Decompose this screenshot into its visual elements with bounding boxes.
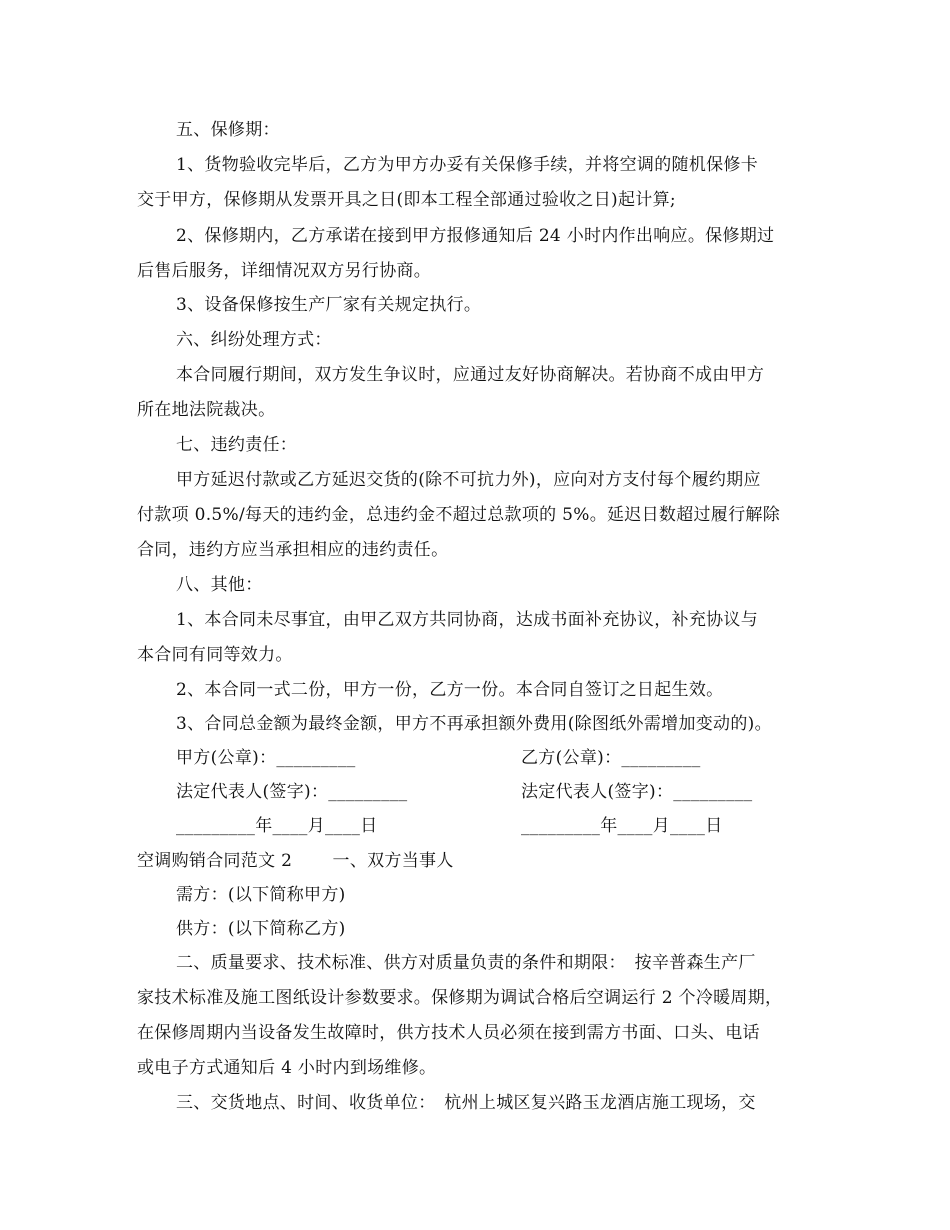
paragraph-line: 3、设备保修按生产厂家有关规定执行。 [176, 295, 482, 315]
supplier-line: 供方：(以下简称乙方) [176, 919, 346, 939]
paragraph-line: 2、保修期内，乙方承诺在接到甲方报修通知后 24 小时内作出响应。保修期过 [176, 226, 775, 246]
paragraph-line: 合同，违约方应当承担相应的违约责任。 [137, 540, 449, 560]
paragraph-line: 或电子方式通知后 4 小时内到场维修。 [137, 1058, 437, 1078]
paragraph-line: 1、本合同未尽事宜，由甲乙双方共同协商，达成书面补充协议，补充协议与 [176, 610, 759, 630]
party-b-rep-field: 法定代表人(签字)：_________ [521, 782, 753, 802]
contract-2-title: 空调购销合同范文 2 一、双方当事人 [137, 851, 454, 871]
paragraph-line: 本合同履行期间，双方发生争议时，应通过友好协商解决。若协商不成由甲方 [176, 365, 765, 385]
section-heading-liability: 七、违约责任： [176, 435, 298, 455]
party-a-rep-field: 法定代表人(签字)：_________ [176, 782, 408, 802]
party-b-date-field: _________年____月____日 [521, 816, 723, 836]
paragraph-line: 交于甲方，保修期从发票开具之日(即本工程全部通过验收之日)起计算; [137, 190, 676, 210]
paragraph-line: 本合同有同等效力。 [137, 645, 293, 665]
paragraph-line: 所在地法院裁决。 [137, 400, 276, 420]
paragraph-line: 后售后服务，详细情况双方另行协商。 [137, 261, 432, 281]
paragraph-line: 在保修周期内当设备发生故障时，供方技术人员必须在接到需方书面、口头、电话 [137, 1023, 760, 1043]
section-heading-other: 八、其他： [176, 575, 263, 595]
section-heading-warranty: 五、保修期： [176, 120, 280, 140]
paragraph-line: 甲方延迟付款或乙方延迟交货的(除不可抗力外)，应向对方支付每个履约期应 [176, 470, 761, 490]
party-a-seal-field: 甲方(公章)：_________ [176, 748, 356, 768]
paragraph-line: 3、合同总金额为最终金额，甲方不再承担额外费用(除图纸外需增加变动的)。 [176, 714, 772, 734]
section-heading-dispute: 六、纠纷处理方式： [176, 330, 332, 350]
buyer-line: 需方：(以下简称甲方) [176, 885, 346, 905]
paragraph-line: 1、货物验收完毕后，乙方为甲方办妥有关保修手续，并将空调的随机保修卡 [176, 155, 759, 175]
paragraph-line: 二、质量要求、技术标准、供方对质量负责的条件和期限： 按辛普森生产厂 [176, 953, 756, 973]
paragraph-line: 三、交货地点、时间、收货单位： 杭州上城区复兴路玉龙酒店施工现场，交 [176, 1093, 756, 1113]
paragraph-line: 家技术标准及施工图纸设计参数要求。保修期为调试合格后空调运行 2 个冷暖周期， [137, 988, 783, 1008]
party-b-seal-field: 乙方(公章)：_________ [521, 748, 701, 768]
paragraph-line: 付款项 0.5%/每天的违约金，总违约金不超过总款项的 5%。延迟日数超过履行解除 [137, 505, 780, 525]
paragraph-line: 2、本合同一式二份，甲方一份，乙方一份。本合同自签订之日起生效。 [176, 680, 724, 700]
party-a-date-field: _________年____月____日 [176, 816, 378, 836]
